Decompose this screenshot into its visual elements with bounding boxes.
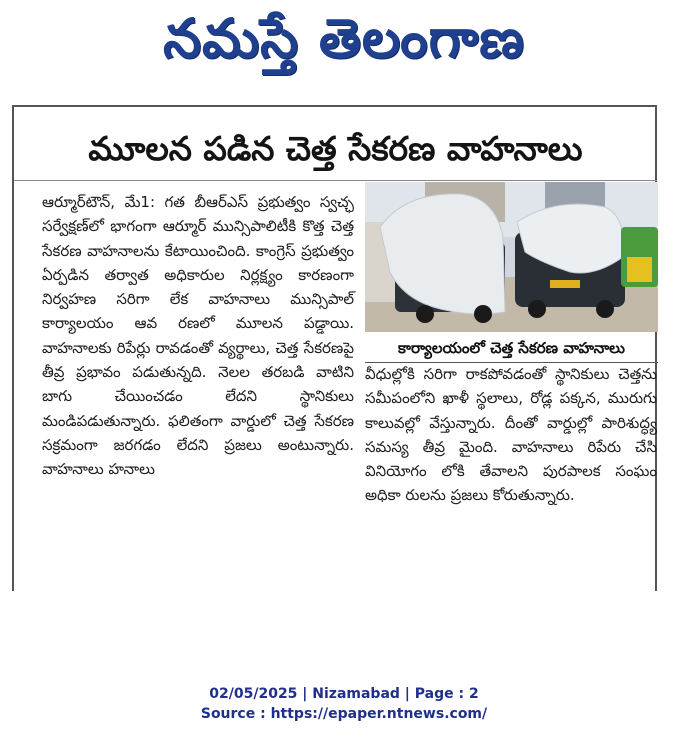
masthead-title: నమస్తే తెలంగాణ (163, 7, 525, 70)
article-body-right: వీధుల్లోకి సరిగా రాకపోవడంతో స్థానికులు చెత్తను సమీపంలోని ఖాళీ స్థలాలు, రోడ్ల పక్కన, మురుగు కాలువల్లో వేస్తున్నారు. దీంతో వార్డుల్లో పారిశుద్ధ్య సమస్య తీవ్ర మైంది. వాహనాలు రిపేరు చేసి వినియోగం లోకి తేవాలని పురపాలక సంఘం అధికా రులను ప్రజలు కోరుతున్నారు. (365, 365, 657, 505)
headline-divider (14, 180, 657, 181)
garbage-vehicles-photo (365, 182, 658, 332)
edition-info: 02/05/2025 | Nizamabad | Page : 2 (209, 686, 479, 702)
frame-top-rule (12, 105, 657, 107)
source-link[interactable]: Source : https://epaper.ntnews.com/ (200, 706, 488, 722)
article-headline: మూలన పడిన చెత్త సేకరణ వాహనాలు (88, 129, 583, 168)
article-body-left: ఆర్మూర్‌టౌన్, మే1: గత బీఆర్‌ఎస్ ప్రభుత్వం స్వచ్ఛ సర్వేక్షణ్‌లో భాగంగా ఆర్మూర్ మున్సిపాలిటీకి కొత్త చెత్త సేకరణ వాహనాలను కేటాయించింది. కాంగ్రెస్ ప్రభుత్వం ఏర్పడిన తర్వాత అధికారుల నిర్లక్ష్యం కారణంగా నిర్వహణ సరిగా లేక వాహనాలు మున్సిపాల్ కార్యాలయం ఆవ రణలో మూలన పడ్డాయి. వాహనాలకు రిపేర్లు రావడంతో వ్యర్థాలు, చెత్త సేకరణపై తీవ్ర ప్రభావం పడుతున్నది. నెలల తరబడి వాటిని బాగు చేయించడం లేదని స్థానికులు మండిపడుతున్నారు. ఫలితంగా వార్డులో చెత్త సేకరణ సక్రమంగా జరగడం లేదని ప్రజలు అంటున్నారు. వాహనాలు హనాలు (42, 193, 354, 479)
photo-caption: కార్యాలయంలో చెత్త సేకరణ వాహనాలు (365, 334, 658, 363)
masthead (0, 0, 688, 88)
source-footer (0, 684, 688, 724)
article-photo (365, 182, 658, 332)
